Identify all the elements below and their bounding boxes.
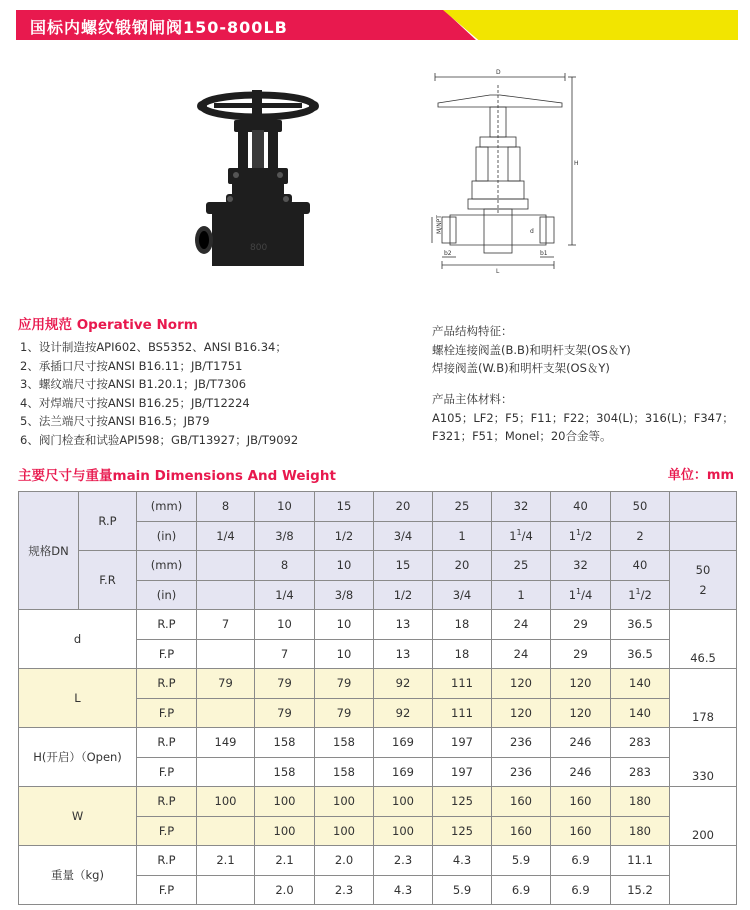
materials-heading: 产品主体材料： — [432, 392, 513, 406]
svg-text:b1: b1 — [540, 250, 548, 257]
table-row: F.P 2.0 2.3 4.3 5.9 6.9 6.9 15.2 — [19, 875, 737, 905]
title-banner — [0, 10, 738, 40]
unit-label: 单位：mm — [667, 468, 734, 483]
fr-label: F.R — [79, 551, 137, 610]
svg-text:H: H — [574, 160, 579, 167]
valve-drawing — [420, 65, 590, 280]
spec-label: 规格DN — [19, 492, 79, 610]
features-line: 焊接阀盖(W.B)和明杆支架(OS＆Y) — [432, 361, 610, 375]
norm-list — [20, 338, 298, 449]
norm-heading: 应用规范 Operative Norm — [18, 317, 198, 333]
table-row: F.R (mm) 8 10 15 20 25 32 40 50 2 — [19, 551, 737, 581]
norm-item: 6、阀门检查和试验API598；GB/T13927；JB/T9092 — [20, 432, 299, 447]
norm-item: 2、承插口尺寸按ANSI B16.11；JB/T1751 — [20, 358, 243, 373]
norm-item: 5、法兰端尺寸按ANSI B16.5；JB79 — [20, 414, 210, 428]
norm-item: 4、对焊端尺寸按ANSI B16.25；JB/T12224 — [20, 395, 250, 410]
svg-text:d: d — [530, 228, 534, 235]
features-line: 螺栓连接阀盖(B.B)和明杆支架(OS＆Y) — [432, 342, 631, 357]
norm-item: 1、设计制造按API602、BS5352、ANSI B16.34； — [20, 340, 287, 354]
dimensions-table — [18, 491, 737, 905]
dims-heading: 主要尺寸与重量main Dimensions And Weight — [18, 468, 336, 484]
table-row: F.P 158 158 169 197 236 246 283 — [19, 757, 737, 787]
table-row: 重量（kg) R.P 2.1 2.1 2.0 2.3 4.3 5.9 6.9 11.1 — [19, 846, 737, 876]
banner-yellow-stripe — [443, 10, 738, 40]
table-row: (in) 1/4 3/8 1/2 3/4 1 $1^1/4$ $1^1/2$ — [19, 580, 737, 610]
rp-label: R.P — [79, 492, 137, 551]
valve-photo — [180, 70, 330, 280]
structure-features — [432, 322, 631, 378]
materials — [432, 390, 742, 446]
svg-text:L: L — [496, 268, 500, 275]
table-row: W R.P 100 100 100 100 125 160 160 180 200 — [19, 787, 737, 817]
features-heading: 产品结构特征： — [432, 324, 513, 338]
table-row: d R.P 7 10 10 13 18 24 29 36.5 46.5 — [19, 610, 737, 640]
table-row: F.P 79 79 92 111 120 120 140 — [19, 698, 737, 728]
page-title: 国标内螺纹锻钢闸阀150-800LB — [30, 18, 288, 37]
table-row: 规格DN R.P (mm) 8 10 15 20 25 32 40 50 — [19, 492, 737, 522]
svg-text:b2: b2 — [444, 250, 452, 257]
norm-item: 3、螺纹端尺寸按ANSI B1.20.1；JB/T7306 — [20, 377, 247, 391]
table-row: F.P 7 10 13 18 24 29 36.5 — [19, 639, 737, 669]
materials-text: A105；LF2；F5；F11；F22；304(L)；316(L)；F347；F321；F51；Monel；20合金等。 — [432, 410, 734, 443]
table-row: (in) 1/4 3/8 1/2 3/4 1 $1^1/4$ $1^1/2$ 2 — [19, 521, 737, 551]
svg-text:800: 800 — [250, 243, 268, 253]
svg-text:M/NPT: M/NPT — [436, 215, 443, 234]
table-row: L R.P 79 79 79 92 111 120 120 140 178 — [19, 669, 737, 699]
table-row: F.P 100 100 100 125 160 160 180 — [19, 816, 737, 846]
table-row: H(开启）（Open) R.P 149 158 158 169 197 236 246 283 330 — [19, 728, 737, 758]
svg-text:D: D — [496, 69, 501, 76]
